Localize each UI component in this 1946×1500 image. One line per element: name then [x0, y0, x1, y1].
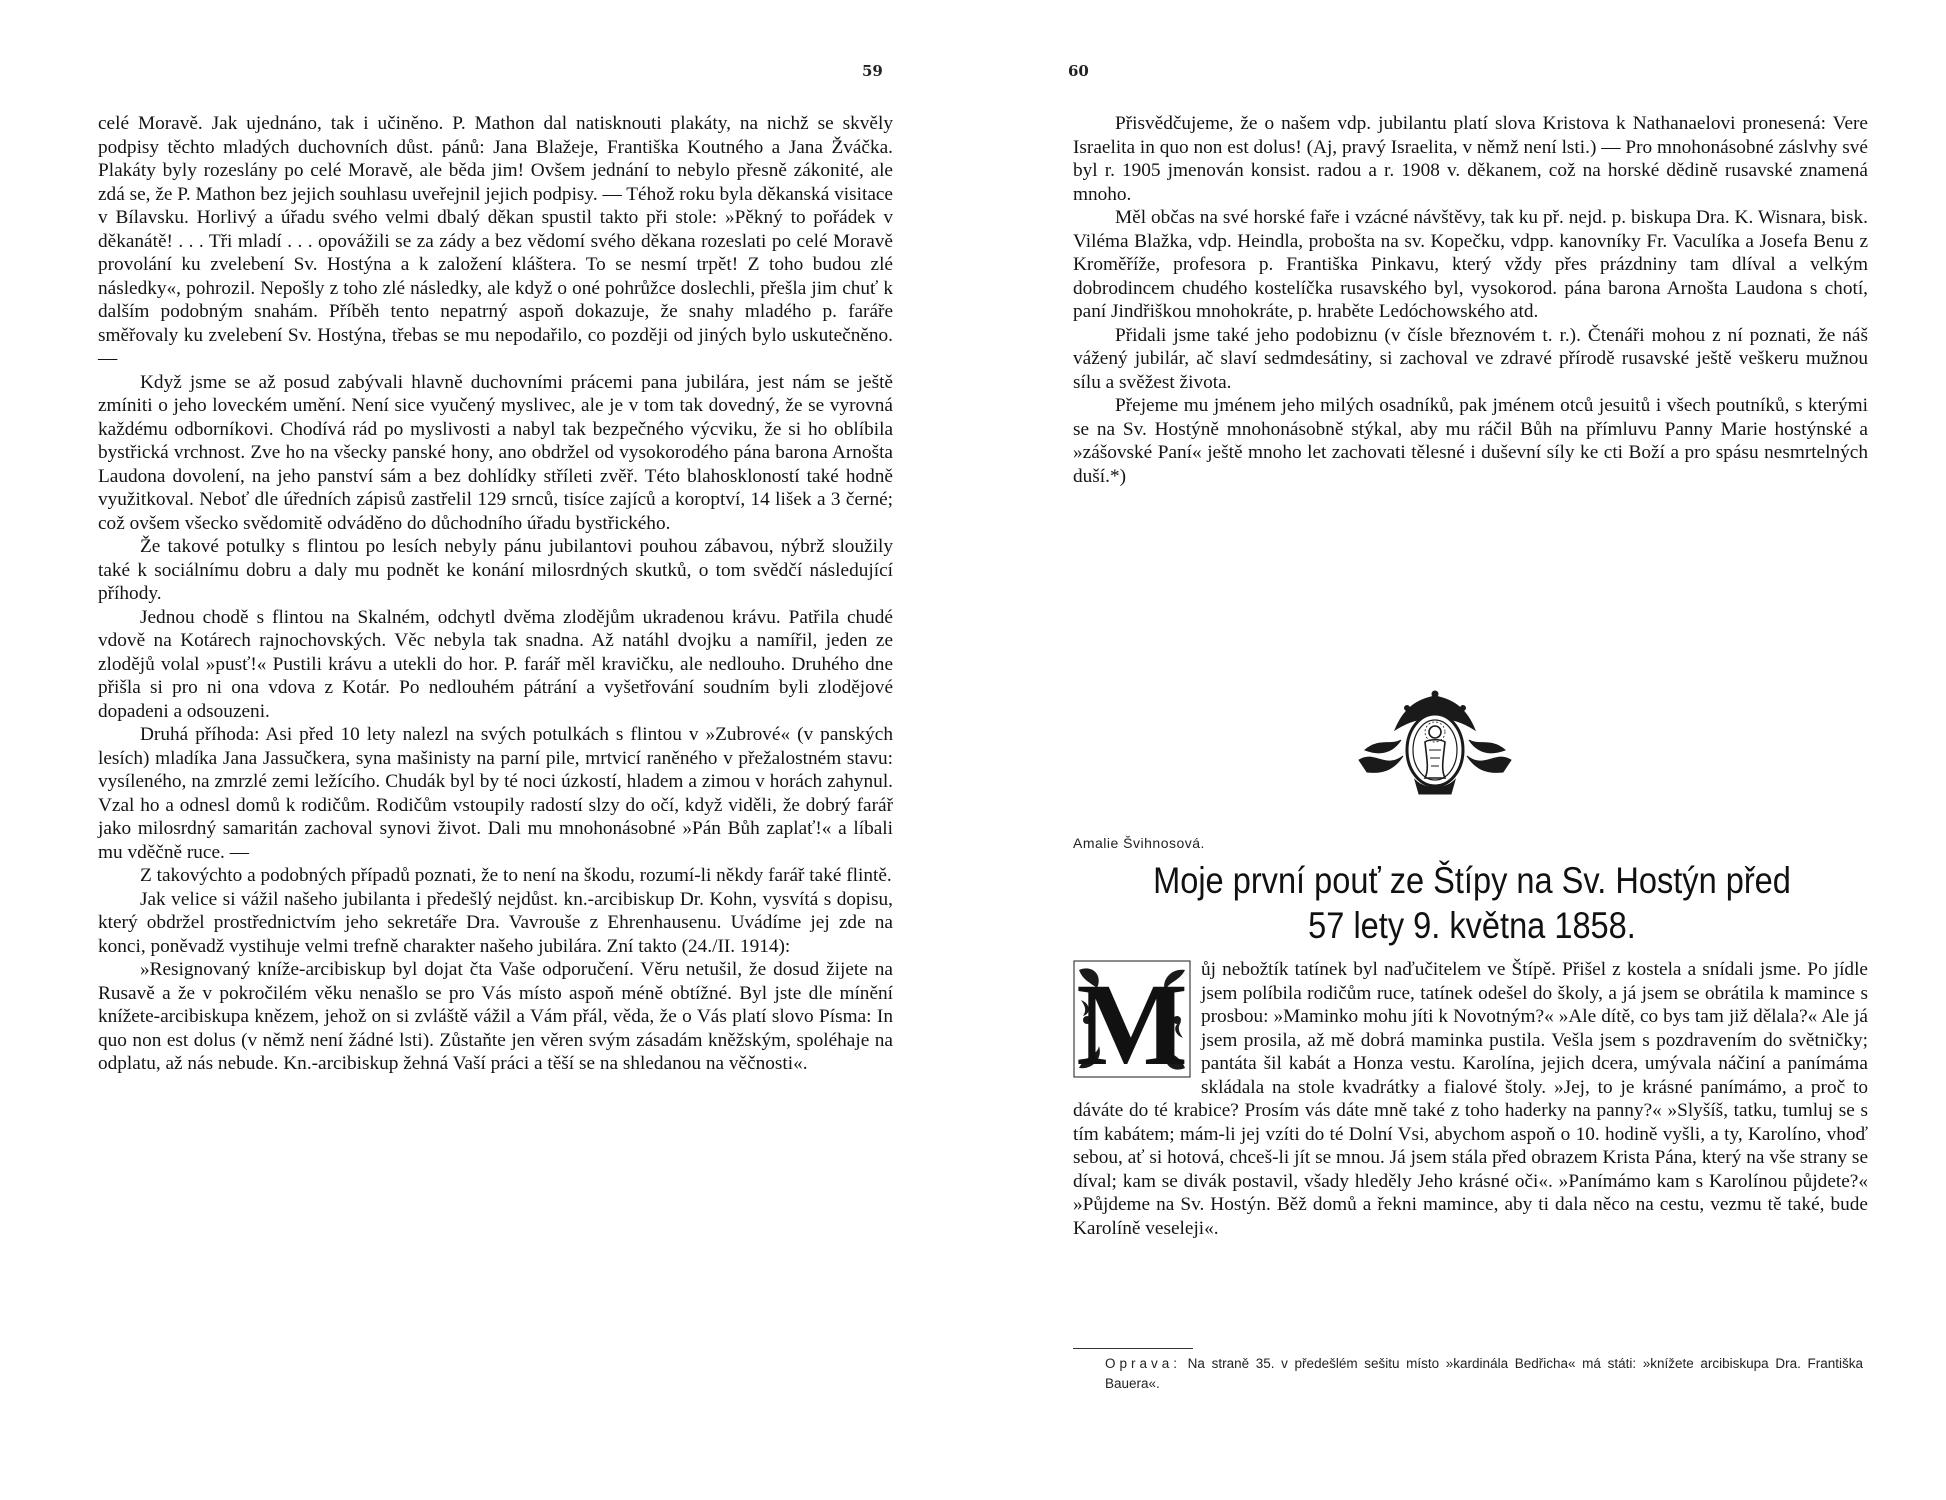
paragraph: Přidali jsme také jeho podobiznu (v čísle březnovém t. r.). Čtenáři mohou z ní poznati, že náš vážený jubilár, ač slaví sedmdesátiny, si zachoval ve zdravé přírodě rusavské ještě veškeru mužnou sílu a svěžest života.: [1073, 324, 1868, 393]
paragraph: celé Moravě. Jak ujednáno, tak i učiněno. P. Mathon dal natisknouti plakáty, na nichž se skvěly podpisy těchto mladých duchovních důst. pánů: Jana Blažeje, Františka Koutného a Jana Žváčka. Plakáty byly rozeslány po celé Moravě, ale běda jim! Ovšem jednání to nebylo přesně zákonité, ale zdá se, že P. Mathon bez jejich souhlasu uveřejnil jejich podpisy. — Téhož roku byla děkanská visitace v Bílavsku. Horlivý a úřadu svého velmi dbalý děkan spustil takto při stole: »Pěkný to pořádek v děkanátě! . . . Tři mladí . . . opovážili se za zády a bez vědomí svého děkana rozeslati po celé Moravě provolání ku zvelebení Sv. Hostýna a k založení kláštera. To se nesmí trpět! Z toho budou zlé následky«, pohrozil. Nepošly z toho zlé následky, ale když o oné pohrůžce doslechli, přešla jim chuť k dalším podobným snahám. Příběh tento nepatrný aspoň dokazuje, že snahy mladého p. faráře směřovaly ku zvelebení Sv. Hostýna, třebas se mu nepodařilo, co později od jiných bylo uskutečněno. —: [98, 113, 893, 369]
article-paragraph: ůj nebožtík tatínek byl naďučitelem ve Štípě. Přišel z kostela a snídali jsme. Po jídle jsem políbila rodičům ruce, tatínek odešel do školy, a já jsem se obrátila k mamince s prosbou: »Maminko mohu jíti k Novotným?« »Ale dítě, co bys tam již dělala?« Ale já jsem prosila, až mě dobrá maminka pustila. Vešla jsem s pozdravením do světničky; pantáta šil kabát a Honza vestu. Karolína, jejich dcera, umývala náčiní a panímáma skládala na stole kvadrátky a fialové štoly. »Jej, to je krásné panímámo, a proč to dáváte do té krabice? Prosím vás dáte mně také z toho haderky na panny?« »Slyšíš, tatku, tumluj se s tím kabátem; mám-li jej vzíti do té Dolní Vsi, abychom aspoň o 10. hodině vyšli, a ty, Karolíno, vhoď sebou, ať si hotová, chceš-li jít se mnou. Já jsem stála před obrazem Krista Pána, který na vše strany se díval; kam se divák postavil, všady hleděly Jeho krásné oči«. »Panímámo kam s Karolínou půjdete?« »Půjdeme na Sv. Hostýn. Běž domů a řekni mamince, aby ti dala něco na cestu, vezmu tě také, bude Karolíně veseleji«.: [1073, 959, 1868, 1239]
paragraph: Že takové potulky s flintou po lesích nebyly pánu jubilantovi pouhou zábavou, nýbrž sloužily také k sociálnímu dobru a daly mu podnět ke konání milosrdných skutků, o tom svědčí následující příhody.: [98, 536, 893, 604]
paragraph: Přejeme mu jménem jeho milých osadníků, pak jménem otců jesuitů i všech poutníků, s kterými se na Sv. Hostýně mnohonásobně stýkal, aby mu ráčil Bůh na přímluvu Panny Marie hostýnské a »zášovské Paní« ještě mnoho let zachovati tělesné i duševní síly ke cti Boží a pro spásu nesmrtelných duší.*): [1073, 395, 1868, 487]
article-author: Amalie Švihnosová.: [1073, 835, 1205, 851]
right-page-text: [1073, 112, 1868, 488]
paragraph: Jednou chodě s flintou na Skalném, odchytl dvěma zlodějům ukradenou krávu. Patřila chudé vdově na Kotárech rajnochovských. Věc nebyla tak snadna. Až natáhl dvojku a namířil, jeden ze zlodějů volal »pusť!« Pustili krávu a utekli do hor. P. farář měl kravičku, ale nedlouho. Druhého dne přišla si pro ni ona vdova z Kotár. Po nedlouhém pátrání a vyšetřování soudním byli zlodějové dopadeni a odsouzeni.: [98, 606, 893, 722]
madonna-ornament-icon: [1355, 690, 1515, 798]
article-body: [1073, 958, 1868, 1240]
paragraph: Když jsme se až posud zabývali hlavně duchovními prácemi pana jubilára, jest nám se ještě zmíniti o jeho loveckém umění. Není sice vyučený myslivec, ale je v tom tak dovedný, že se vyrovná každému odborníkovi. Chodívá rád po myslivosti a nabyl tak bezpečného výcviku, že si ho oblíbila bystřická vrchnost. Zve ho na všecky panské hony, ano obdržel od vysokorodého pána barona Arnošta Laudona dovolení, na jeho panství sám a bez dohlídky stříleti zvěř. Této blahoskloností také hodně využitkoval. Neboť dle úředních zápisů zastřelil 129 srnců, tisíce zajíců a koroptví, 14 lišek a 3 černé; což ovšem všecko svědomitě odváděno do důchodního úřadu bystřického.: [98, 371, 893, 534]
paragraph: Přisvědčujeme, že o našem vdp. jubilantu platí slova Kristova k Nathanaelovi pronesená: Vere Israelita in quo non est dolus! (Aj, pravý Israelita, v němž není lsti.) — Pro mnohonásobné záslvhy své byl r. 1905 jmenován konsist. radou a r. 1908 v. děkanem, což na horské dědině rusavské znamená mnoho.: [1073, 113, 1868, 205]
footnote-text: Na straně 35. v předešlém sešitu místo »kardinála Bedřicha« má státi: »knížete arcibiskupa Dra. Františka Bauera«.: [1105, 1356, 1863, 1391]
footnote-lead: Oprava:: [1105, 1356, 1182, 1371]
page-number-right: 60: [1068, 62, 1089, 80]
footnote: [1105, 1354, 1863, 1394]
quoted-letter: »Resignovaný kníže-arcibiskup byl dojat čta Vaše odporučení. Věru netušil, že dosud žijete na Rusavě a že v pokročilém věku nenašlo se pro Vás místo aspoň méně obtížné. Byl jste dle mínění knížete-arcibiskupa knězem, jehož on si zvláště vážil a Vám přál, věda, že o Vás platí slovo Písma: In quo non est dolus (v němž není žádné lsti). Zůstaňte jen věren svým zásadám kněžským, spoléhaje na odplatu, až nás nebude. Kn.-arcibiskup žehná Vaší práci a těší se na shledanou na věčnosti«.: [98, 959, 893, 1074]
footnote-divider: [1073, 1348, 1193, 1349]
paragraph: Druhá příhoda: Asi před 10 lety nalezl na svých potulkách s flintou v »Zubrové« (v panských lesích) mladíka Jana Jassučkera, syna mašinisty na parní pile, mrtvicí raněného v přežalostném stavu: vysíleného, na zmrzlé zemi ležícího. Chudák byl by té noci úzkostí, hladem a zimou v horách zahynul. Vzal ho a odnesl domů k rodičům. Rodičům vstoupily radostí slzy do očí, když viděli, že dobrý farář jako milosrdný samaritán zachoval synovi život. Dali mu mnohonásobné »Pán Bůh zaplať!« a líbali mu vděčně ruce. —: [98, 724, 893, 863]
svg-text:M: M: [1076, 960, 1188, 1078]
article-title: [1116, 858, 1827, 948]
article-title-line: Moje první pouť ze Štípy na Sv. Hostýn před: [1153, 860, 1791, 901]
paragraph: Z takovýchto a podobných případů poznati, že to není na škodu, rozumí-li někdy farář také flintě.: [140, 865, 892, 886]
article-title-line: 57 lety 9. května 1858.: [1308, 905, 1636, 946]
page-number-left: 59: [862, 62, 883, 80]
paragraph: Měl občas na své horské faře i vzácné návštěvy, tak ku př. nejd. p. biskupa Dra. K. Wisnara, bisk. Viléma Blažka, vdp. Heindla, probošta na sv. Kopečku, vdpp. kanovníky Fr. Vaculíka a Josefa Benu z Kroměříže, profesora p. Františka Pinkavu, který vždy přes prázdniny tam dlíval a velkým dobrodincem chudého kostelíčka rusavského byl, vysokorod. pána barona Arnošta Laudona s chotí, paní Jindřiškou mnohokráte, p. hraběte Ledóchowského atd.: [1073, 207, 1868, 322]
paragraph: Jak velice si vážil našeho jubilanta i předešlý nejdůst. kn.-arcibiskup Dr. Kohn, vysvítá s dopisu, který obdržel prostřednictvím jeho sekretáře Dra. Vavrouše z Ehrenhausenu. Uvádíme jej zde na konci, poněvadž vystihuje velmi trefně charakter našeho jubilára. Zní takto (24./II. 1914):: [98, 888, 893, 957]
dropcap-letter-m: [1073, 960, 1191, 1078]
left-page-text: [98, 112, 893, 1076]
